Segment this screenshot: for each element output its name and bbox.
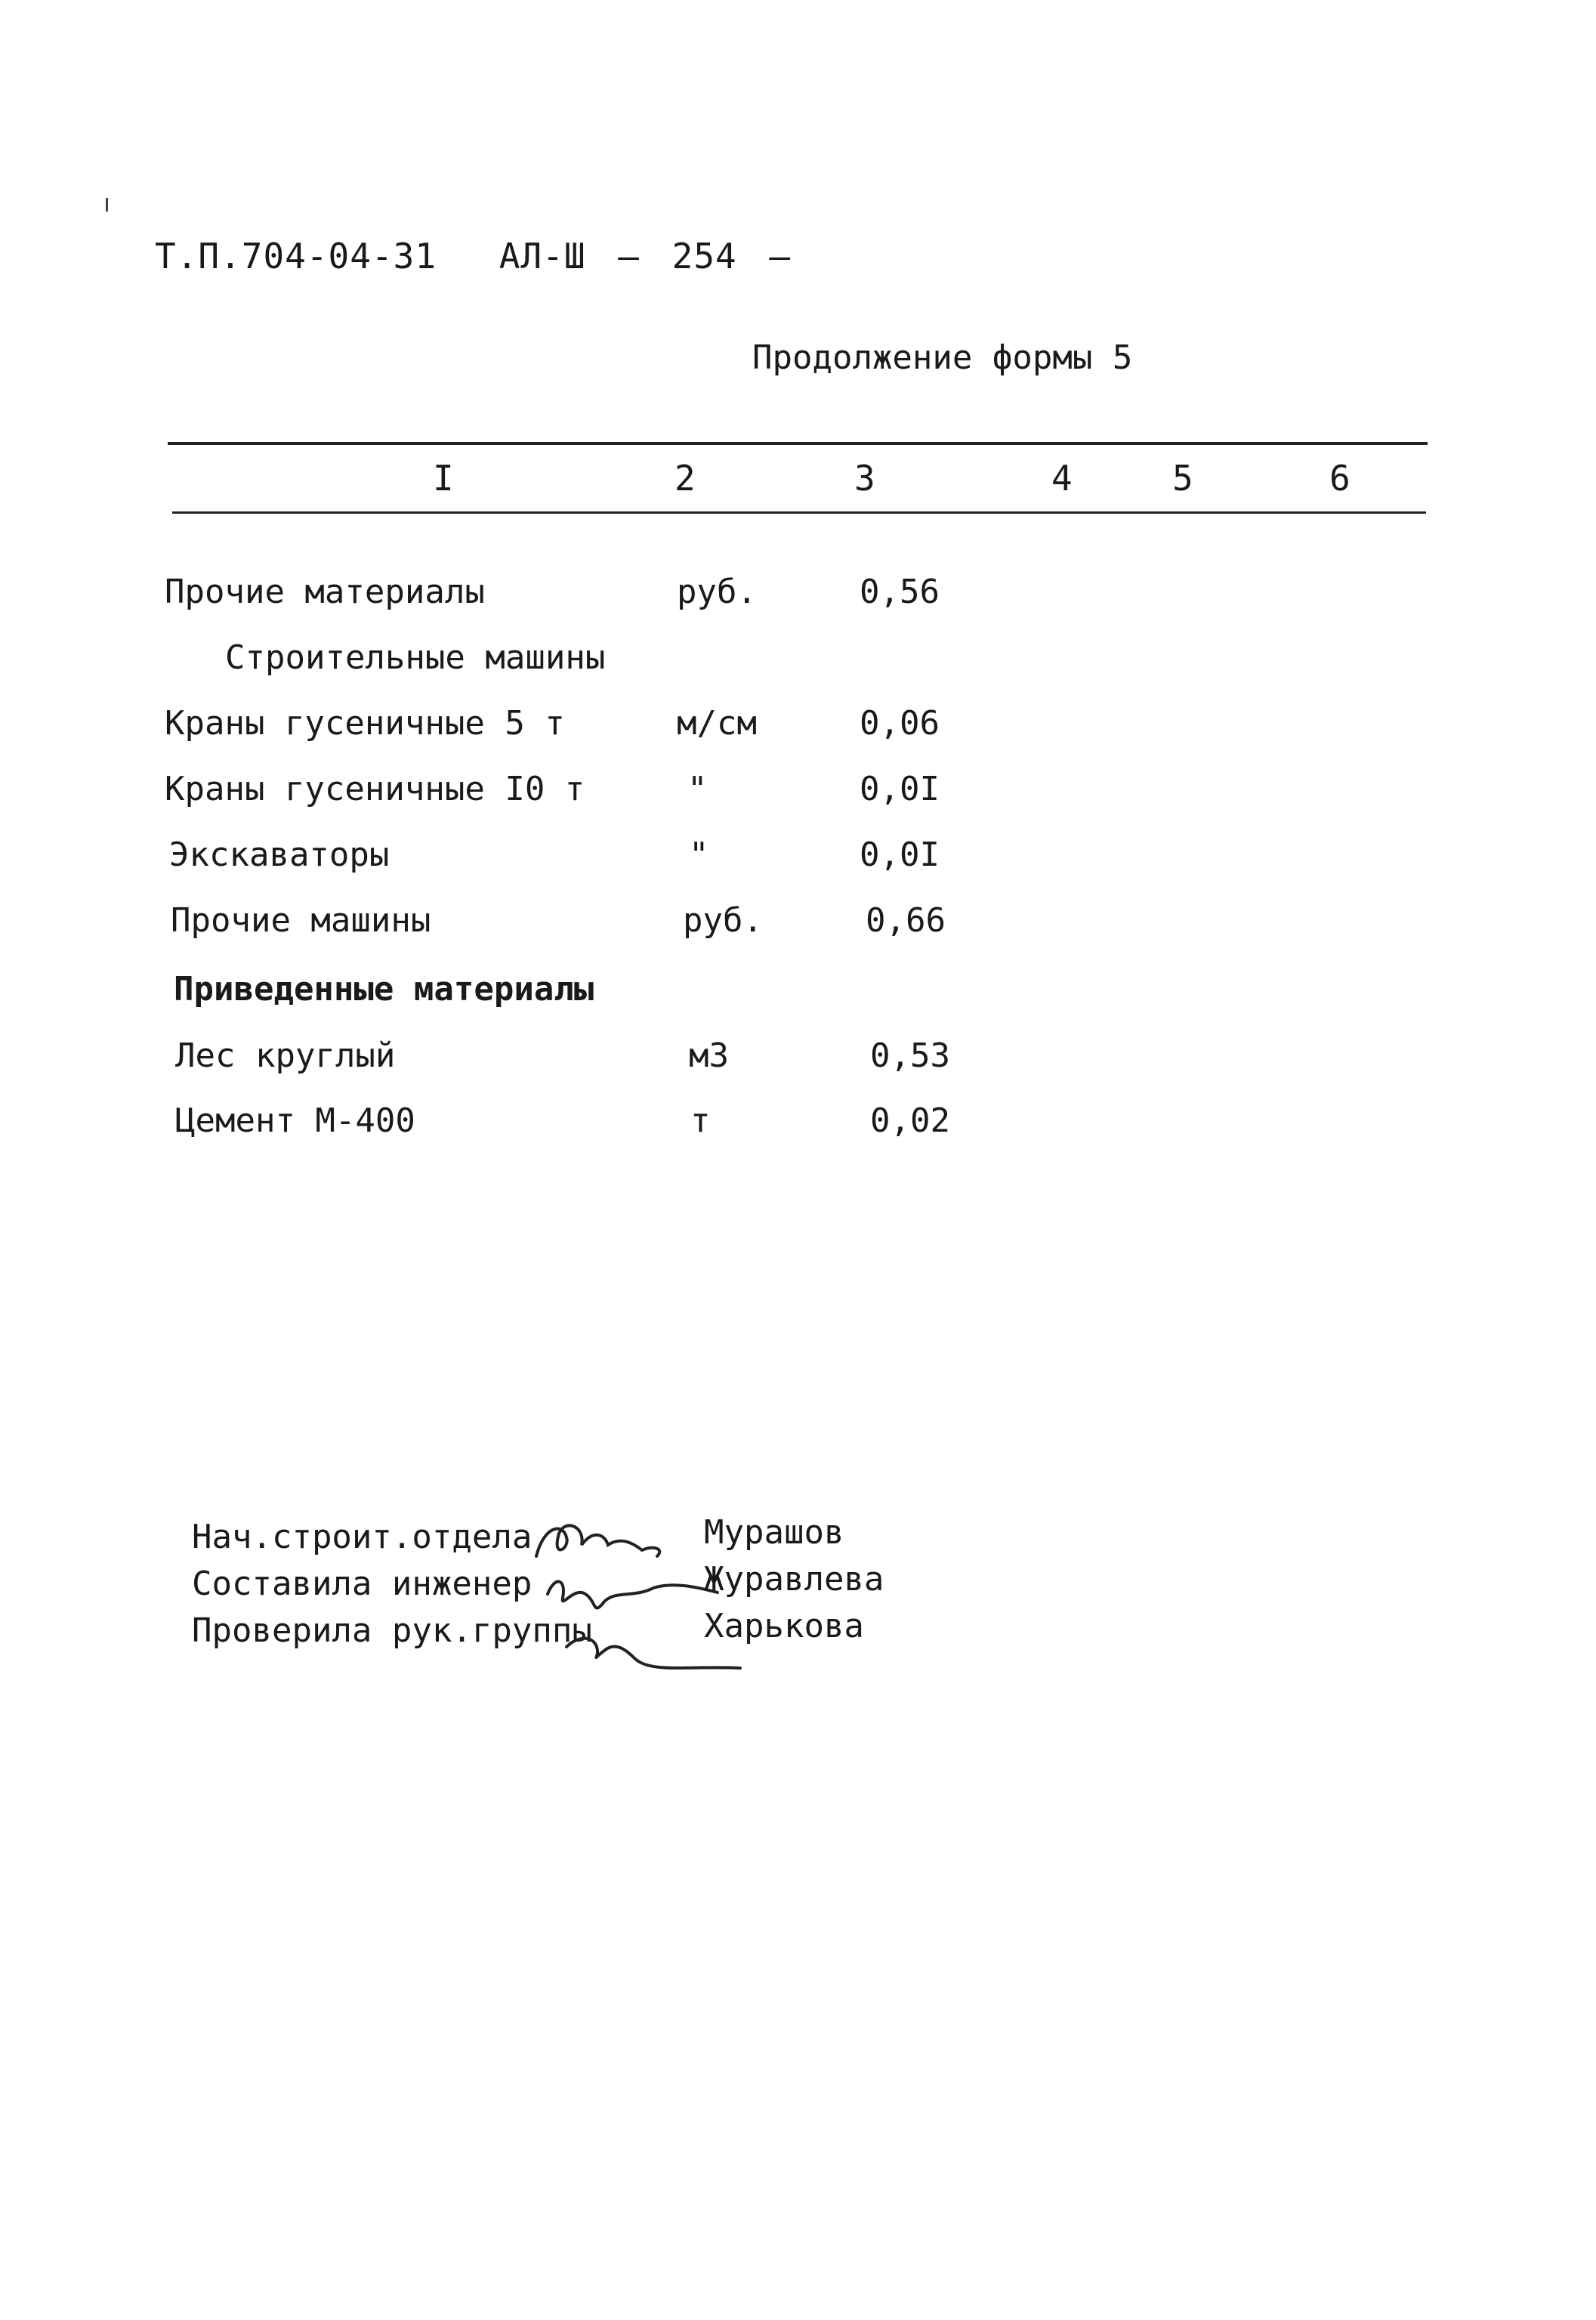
row-unit: т (690, 1101, 711, 1140)
row-name: Прочие машины (171, 901, 431, 940)
row-unit: м/см (677, 704, 757, 743)
row-unit: м3 (689, 1036, 729, 1075)
continuation-title: Продолжение формы 5 (752, 338, 1133, 377)
row-name: Цемент М-400 (175, 1101, 415, 1140)
section-heading: Приведенные материалы (174, 970, 594, 1009)
row-unit: руб. (677, 573, 757, 611)
page-number: 254 (671, 236, 737, 276)
name-kharkova: Харькова (704, 1607, 864, 1645)
album-code: АЛ-Ш (499, 236, 586, 276)
row-unit: руб. (683, 901, 763, 940)
row-unit: " (687, 770, 708, 808)
table-header-rule (172, 511, 1426, 514)
column-number-1: I (433, 458, 454, 499)
role-group-leader: Проверила рук.группы (192, 1611, 592, 1650)
row-value: 0,53 (870, 1036, 950, 1075)
row-value: 0,0I (860, 770, 940, 808)
header-dash: — (618, 236, 640, 276)
column-number-2: 2 (675, 458, 696, 499)
table-top-rule (168, 442, 1428, 445)
header-dash-end: — (769, 236, 792, 276)
corner-mark (106, 198, 108, 212)
document-header (155, 236, 801, 276)
row-name: Прочие материалы (165, 573, 485, 611)
role-engineer: Составила инженер (192, 1565, 533, 1603)
name-zhuravleva: Журавлева (704, 1560, 884, 1599)
name-murashov: Мурашов (704, 1513, 844, 1552)
column-number-3: 3 (854, 458, 875, 499)
row-value: 0,06 (860, 704, 940, 743)
row-value: 0,0I (860, 836, 940, 874)
role-head-of-department: Нач.строит.отдела (192, 1518, 533, 1556)
row-unit: " (689, 836, 709, 874)
section-heading: Строительные машины (225, 638, 606, 677)
column-number-4: 4 (1051, 458, 1073, 499)
row-name: Лес круглый (175, 1036, 396, 1075)
row-value: 0,66 (866, 901, 946, 940)
row-name: Краны гусеничные 5 т (165, 704, 565, 743)
column-number-5: 5 (1172, 458, 1193, 499)
column-number-6: 6 (1329, 458, 1351, 499)
row-name: Краны гусеничные I0 т (165, 770, 585, 808)
document-code: Т.П.704-04-31 (155, 236, 437, 276)
row-value: 0,02 (870, 1101, 950, 1140)
row-value: 0,56 (860, 573, 940, 611)
row-name: Экскаваторы (169, 836, 390, 874)
signature-names (704, 1509, 884, 1650)
